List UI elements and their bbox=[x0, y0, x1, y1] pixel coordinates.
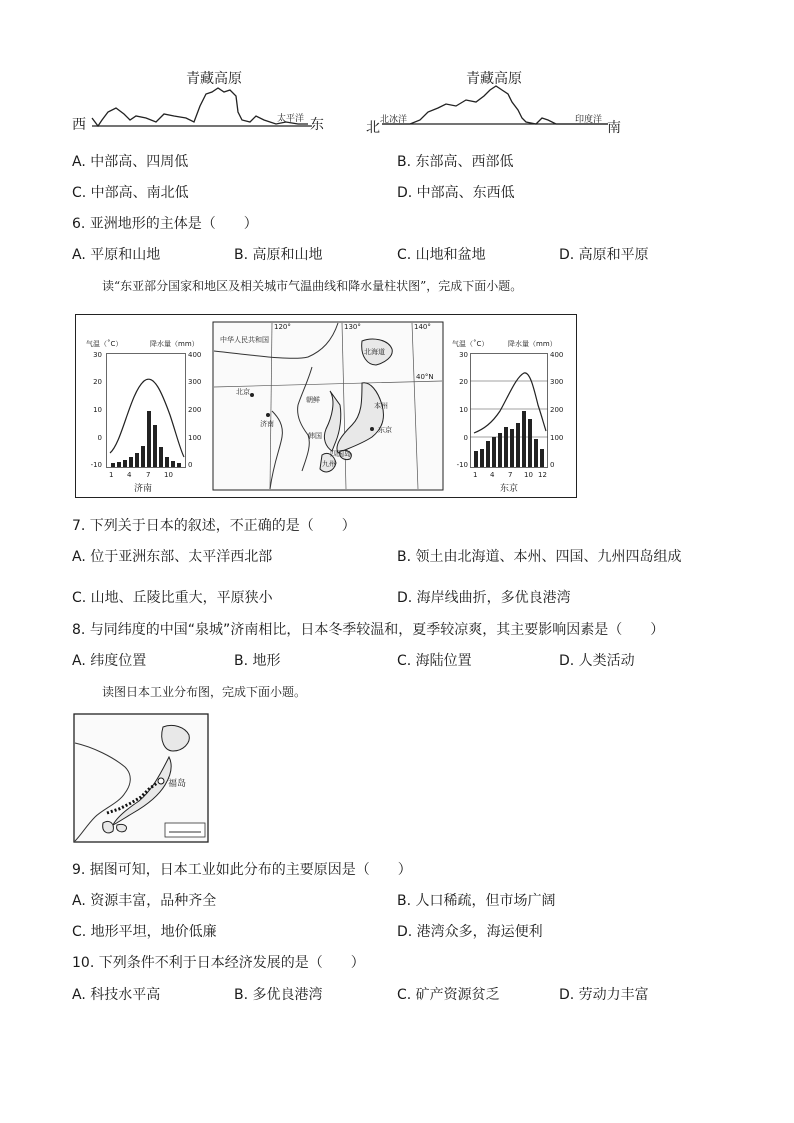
map-label-hokkaido: 北海道 bbox=[364, 348, 385, 356]
q7-option-c[interactable]: C. 山地、丘陵比重大，平原狭小 bbox=[72, 590, 273, 606]
q7-option-a[interactable]: A. 位于亚洲东部、太平洋西北部 bbox=[72, 549, 273, 565]
jinan-precip-axis bbox=[188, 351, 212, 471]
tokyo-precip-tick: 300 bbox=[550, 378, 564, 386]
map-label-jinan: 济南 bbox=[260, 420, 274, 428]
jinan-temp-tick: 10 bbox=[93, 406, 102, 414]
tokyo-temp-tick: 0 bbox=[463, 434, 468, 442]
tokyo-precip-tick: 0 bbox=[550, 461, 555, 469]
right-profile-peak-label: 青藏高原 bbox=[466, 71, 522, 87]
q8-option-c[interactable]: C. 海陆位置 bbox=[397, 653, 472, 669]
q6-option-a[interactable]: A. 平原和山地 bbox=[72, 247, 161, 263]
map-label-north-korea: 朝鲜 bbox=[306, 396, 320, 404]
west-east-profile-graphic bbox=[90, 86, 312, 132]
jinan-temp-tick: 20 bbox=[93, 378, 102, 386]
map-label-beijing: 北京 bbox=[236, 388, 250, 396]
q6-option-d[interactable]: D. 高原和平原 bbox=[559, 247, 649, 263]
q7-stem: 7. 下列关于日本的叙述，不正确的是（ ） bbox=[72, 518, 356, 534]
jinan-precip-tick: 300 bbox=[188, 378, 202, 386]
jinan-temp-header: 气温（˚C） bbox=[86, 340, 123, 348]
map-label-shikoku: 四国岛 bbox=[330, 450, 351, 458]
map-labels bbox=[212, 321, 444, 491]
q8-option-b[interactable]: B. 地形 bbox=[234, 653, 281, 669]
right-profile-south-ocean-label: 印度洋 bbox=[575, 115, 603, 125]
q6-option-c[interactable]: C. 山地和盆地 bbox=[397, 247, 486, 263]
map-lat-label: 40°N bbox=[416, 373, 434, 381]
jinan-precip-tick: 100 bbox=[188, 434, 202, 442]
jinan-month-tick: 7 bbox=[146, 471, 151, 479]
jinan-month-tick: 1 bbox=[109, 471, 114, 479]
jinan-month-tick: 4 bbox=[127, 471, 132, 479]
tokyo-temp-tick: -10 bbox=[456, 461, 468, 469]
tokyo-month-tick: 12 bbox=[538, 471, 547, 479]
jinan-temp-tick: 0 bbox=[97, 434, 102, 442]
tokyo-precip-header: 降水量（mm） bbox=[508, 340, 557, 348]
map-label-tokyo: 东京 bbox=[378, 426, 392, 434]
q5-option-d[interactable]: D. 中部高、东西低 bbox=[397, 185, 515, 201]
tokyo-name: 东京 bbox=[500, 484, 519, 494]
jinan-precip-tick: 400 bbox=[188, 351, 202, 359]
jinan-temp-tick: -10 bbox=[90, 461, 102, 469]
right-profile-north-label: 北 bbox=[366, 120, 380, 136]
q8-stem: 8. 与同纬度的中国“泉城”济南相比，日本冬季较温和，夏季较凉爽，其主要影响因素是（ ） bbox=[72, 622, 665, 638]
q9-stem: 9. 据图可知，日本工业如此分布的主要原因是（ ） bbox=[72, 862, 412, 878]
q10-option-d[interactable]: D. 劳动力丰富 bbox=[559, 987, 649, 1003]
q9-option-a[interactable]: A. 资源丰富，品种齐全 bbox=[72, 893, 217, 909]
tokyo-month-tick: 1 bbox=[473, 471, 478, 479]
tokyo-precip-tick: 400 bbox=[550, 351, 564, 359]
q7-option-d[interactable]: D. 海岸线曲折，多优良港湾 bbox=[397, 590, 571, 606]
q8-option-d[interactable]: D. 人类活动 bbox=[559, 653, 635, 669]
tokyo-month-tick: 7 bbox=[508, 471, 513, 479]
intro-east-asia: 读“东亚部分国家和地区及相关城市气温曲线和降水量柱状图”，完成下面小题。 bbox=[102, 279, 523, 293]
japan-map-fukushima-label: 福岛 bbox=[168, 779, 187, 789]
tokyo-temp-tick: 30 bbox=[459, 351, 468, 359]
tokyo-climograph bbox=[470, 353, 548, 469]
tokyo-temp-header: 气温（˚C） bbox=[452, 340, 489, 348]
tokyo-precip-tick: 200 bbox=[550, 406, 564, 414]
intro-japan-industry: 读图日本工业分布图，完成下面小题。 bbox=[102, 685, 307, 699]
map-lon-label: 140° bbox=[414, 323, 431, 331]
q9-option-d[interactable]: D. 港湾众多，海运便利 bbox=[397, 924, 543, 940]
jinan-precip-tick: 0 bbox=[188, 461, 193, 469]
map-label-honshu: 本州 bbox=[374, 402, 388, 410]
tokyo-month-tick: 4 bbox=[490, 471, 495, 479]
jinan-temp-tick: 30 bbox=[93, 351, 102, 359]
left-profile-west-label: 西 bbox=[72, 117, 86, 133]
map-label-china: 中华人民共和国 bbox=[220, 336, 269, 344]
left-profile-peak-label: 青藏高原 bbox=[186, 71, 242, 87]
q10-option-c[interactable]: C. 矿产资源贫乏 bbox=[397, 987, 500, 1003]
left-profile-east-label: 东 bbox=[310, 117, 324, 133]
jinan-name: 济南 bbox=[134, 484, 153, 494]
q7-option-b[interactable]: B. 领土由北海道、本州、四国、九州四岛组成 bbox=[397, 549, 682, 565]
map-lon-label: 120° bbox=[274, 323, 291, 331]
q10-option-a[interactable]: A. 科技水平高 bbox=[72, 987, 161, 1003]
japan-industry-map bbox=[73, 713, 209, 843]
q6-stem: 6. 亚洲地形的主体是（ ） bbox=[72, 216, 258, 232]
right-profile-north-ocean-label: 北冰洋 bbox=[380, 115, 408, 125]
tokyo-temp-tick: 20 bbox=[459, 378, 468, 386]
q5-option-c[interactable]: C. 中部高、南北低 bbox=[72, 185, 189, 201]
jinan-precip-tick: 200 bbox=[188, 406, 202, 414]
north-south-profile-graphic bbox=[380, 84, 610, 130]
jinan-month-tick: 10 bbox=[164, 471, 173, 479]
q10-stem: 10. 下列条件不利于日本经济发展的是（ ） bbox=[72, 955, 365, 971]
left-profile-ocean-label: 太平洋 bbox=[277, 114, 305, 124]
tokyo-precip-tick: 100 bbox=[550, 434, 564, 442]
jinan-temp-axis bbox=[80, 351, 102, 471]
tokyo-temp-tick: 10 bbox=[459, 406, 468, 414]
q9-option-b[interactable]: B. 人口稀疏，但市场广阔 bbox=[397, 893, 556, 909]
map-label-kyushu: 九州 bbox=[322, 460, 336, 468]
tokyo-month-tick: 10 bbox=[524, 471, 533, 479]
q5-option-a[interactable]: A. 中部高、四周低 bbox=[72, 154, 189, 170]
q5-option-b[interactable]: B. 东部高、西部低 bbox=[397, 154, 514, 170]
q9-option-c[interactable]: C. 地形平坦，地价低廉 bbox=[72, 924, 217, 940]
jinan-precip-header: 降水量（mm） bbox=[150, 340, 199, 348]
jinan-climograph bbox=[106, 353, 186, 469]
east-asia-figure bbox=[75, 314, 577, 498]
q6-option-b[interactable]: B. 高原和山地 bbox=[234, 247, 323, 263]
right-profile-south-label: 南 bbox=[607, 120, 621, 136]
map-label-south-korea: 韩国 bbox=[308, 432, 322, 440]
q10-option-b[interactable]: B. 多优良港湾 bbox=[234, 987, 323, 1003]
tokyo-temp-axis bbox=[446, 351, 468, 471]
q8-option-a[interactable]: A. 纬度位置 bbox=[72, 653, 147, 669]
tokyo-precip-axis bbox=[550, 351, 574, 471]
map-lon-label: 130° bbox=[344, 323, 361, 331]
